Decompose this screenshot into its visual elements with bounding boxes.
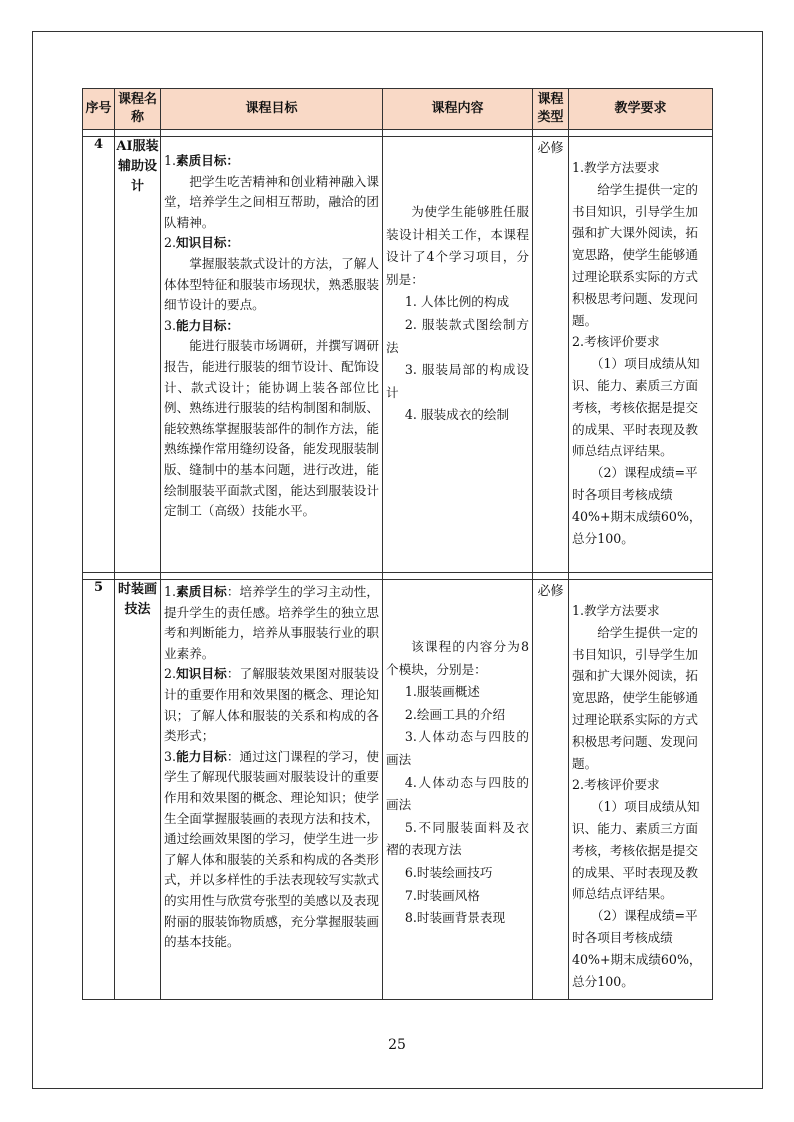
goal-k-text: ：了解服装效果图对服装设计的重要作用和效果图的概念、理论知识；了解人体和服装的关系和构成的各类形式； [164,666,380,744]
content-item: 5.不同服装面料及衣褶的表现方法 [386,819,529,858]
req-eval-2: （2）课程成绩=平时各项目考核成绩40%+期末成绩60%，总分100。 [572,908,702,989]
row-req [569,137,713,573]
header-no: 序号 [83,89,115,130]
content-item: 1.服装画概述 [404,684,480,700]
goal-a-num: 3. [164,748,177,764]
content-intro: 为使学生能够胜任服装设计相关工作，本课程设计了4个学习项目，分别是： [386,204,529,287]
header-req: 教学要求 [569,89,713,130]
goal-q-num: 1. [164,584,177,599]
row-course-name: 时装画技法 [115,580,161,1000]
req-method-title: 1.教学方法要求 [572,160,660,175]
content-item: 4. 服装成衣的绘制 [404,407,510,423]
header-name: 课程名称 [115,89,161,130]
goal-a-label: 能力目标 [176,317,227,333]
row-content [383,137,533,573]
goal-k-num: 2. [164,235,177,251]
req-method-text: 给学生提供一定的书目知识，引导学生加强和扩大课外阅读，拓宽思路，使学生能够通过理论联系实际的方式积极思考问题、发现问题。 [572,181,698,328]
goal-k-num: 2. [164,666,177,682]
row-type: 必修 [533,580,569,1000]
goal-q-text: 把学生吃苦精神和创业精神融入课堂，培养学生之间相互帮助，融洽的团队精神。 [164,173,379,230]
table-row [83,137,713,573]
req-method-text: 给学生提供一定的书目知识，引导学生加强和扩大课外阅读，拓宽思路，使学生能够通过理论联系实际的方式积极思考问题、发现问题。 [572,624,698,771]
content-item: 3. 服装局部的构成设计 [386,362,529,400]
goal-k-text: 掌握服装款式设计的方法，了解人体体型特征和服装市场现状，熟悉服装细节设计的要点。 [164,255,379,313]
row-goal [161,580,383,1000]
content-item: 3.人体动态与四肢的画法 [386,729,529,767]
req-eval-1: （1）项目成绩从知识、能力、素质三方面考核，考核依据是提交的成果、平时表现及教师总结点评结果。 [572,799,700,902]
content-item: 2.绘画工具的介绍 [404,706,506,722]
row-req [569,580,713,1000]
row-goal: 1.素质目标： 把学生吃苦精神和创业精神融入课堂，培养学生之间相互帮助，融洽的团队精神。 2.知识目标： 掌握服装款式设计的方法，了解人体体型特征和服装市场现状，熟悉服装细节设计的要点。 3.能力目标： 能进行服装市场调研，并撰写调研报告，能进行服装的细节设计、配饰设计、款式设计；能协调上装各部位比例、熟练进行服装的结构制图和制版、能较熟练掌握服装部件的制作方法，能熟练操作常用缝纫设备，能发现服装制版、缝制中的基本问题，进行改进，能绘制服装平面款式图，能达到服装设计定制工（高级）技能水平。 [161,137,383,573]
course-table [82,88,713,1000]
goal-q-text: ：培养学生的学习主动性，提升学生的责任感。培养学生的独立思考和判断能力，培养从事服装行业的职业素养。 [164,584,380,661]
goal-a-label: 能力目标 [176,748,227,764]
header-type: 课程类型 [533,89,569,130]
table-row [83,580,713,1000]
goal-q-label: 素质目标 [176,153,227,168]
req-eval-1: （1）项目成绩从知识、能力、素质三方面考核，考核依据是提交的成果、平时表现及教师总结点评结果。 [572,356,700,459]
content-item: 4.人体动态与四肢的画法 [386,774,529,813]
content-item: 2. 服装款式图绘制方法 [386,316,529,355]
req-eval-title: 2.考核评价要求 [572,777,660,793]
req-method-title: 1.教学方法要求 [572,603,660,618]
row-course-name: AI服装辅助设计 [115,137,161,573]
content-item: 8.时装画背景表现 [404,910,506,926]
req-eval-title: 2.考核评价要求 [572,334,660,350]
goal-q-num: 1. [164,153,177,168]
row-no: 5 [83,580,115,1000]
row-no: 4 [83,137,115,573]
content-item: 6.时装绘画技巧 [404,864,493,880]
goal-a-text: 能进行服装市场调研，并撰写调研报告，能进行服装的细节设计、配饰设计、款式设计；能协调上装各部位比例、熟练进行服装的结构制图和制版、能较熟练掌握服装部件的制作方法，能熟练操作常用缝纫设备，能发现服装制版、缝制中的基本问题，进行改进，能绘制服装平面款式图，能达到服装设计定制工（高级）技能水平。 [164,338,379,519]
header-content: 课程内容 [383,89,533,130]
row-type: 必修 [533,137,569,573]
row-content [383,580,533,1000]
goal-a-num: 3. [164,317,177,333]
header-goal: 课程目标 [161,89,383,130]
goal-k-label: 知识目标 [176,235,227,251]
content-item: 7.时装画风格 [404,887,480,903]
goal-k-label: 知识目标 [176,666,227,682]
page-number: 25 [388,1037,406,1053]
goal-a-text: ：通过这门课程的学习，使学生了解现代服装画对服装设计的重要作用和效果图的概念、理论知识；使学生全面掌握服装画的表现方法和技术，通过绘画效果图的学习，使学生进一步了解人体和服装的关系和构成的各类形式，并以多样性的手法表现较写实款式的实用性与欣赏夸张型的美感以及表现附丽的服装饰物质感，充分掌握服装画的基本技能。 [164,748,380,950]
table-header-row [83,89,713,130]
content-item: 1. 人体比例的构成 [404,294,510,310]
req-eval-2: （2）课程成绩=平时各项目考核成绩40%+期末成绩60%，总分100。 [572,465,702,546]
content-intro: 该课程的内容分为8个模块，分别是： [386,639,529,677]
goal-q-label: 素质目标 [176,584,227,599]
